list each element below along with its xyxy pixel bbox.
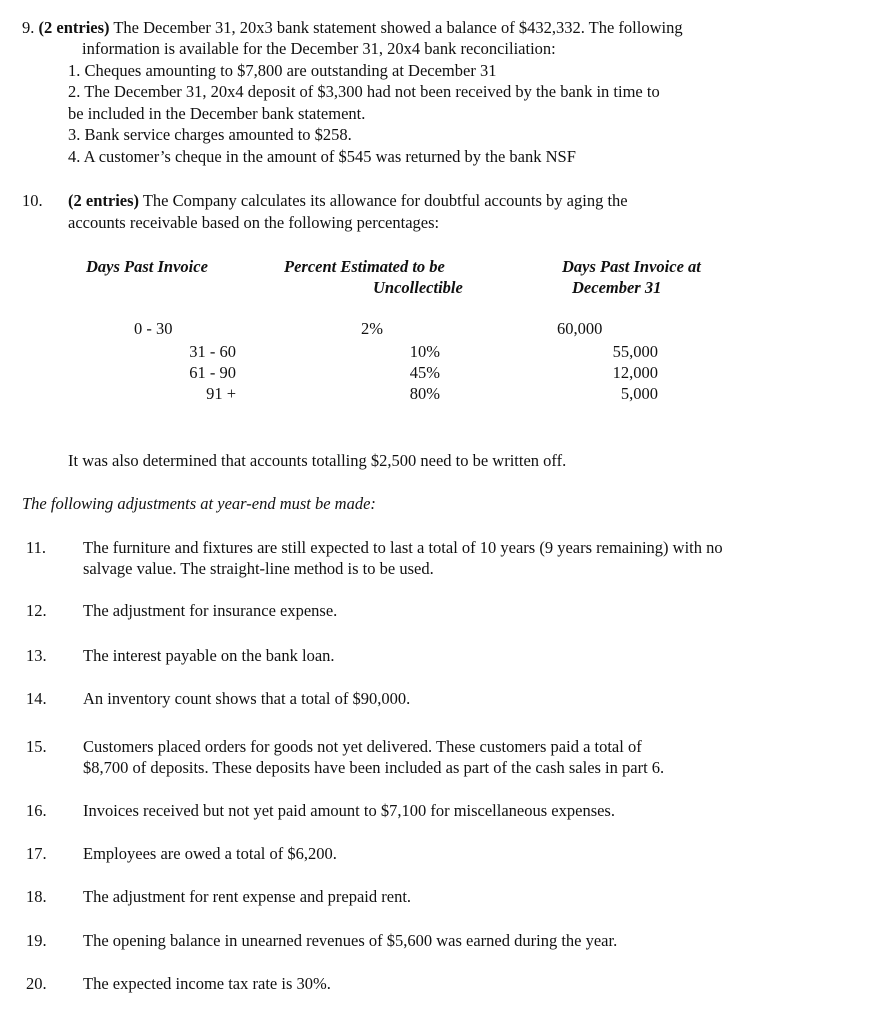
adjustment-12-number: 12. [26,601,47,620]
table-row-1-percent: 2% [361,319,383,338]
adjustment-11-number: 11. [26,538,47,557]
adjustment-19-number: 19. [26,931,47,950]
q9-item-3: 3. Bank service charges amounted to $258. [68,125,352,144]
table-row-4-amount: 5,000 [620,384,658,403]
q9-text-line1: The December 31, 20x3 bank statement showed a balance of $432,332. The following [113,18,683,37]
table-row-1-amount: 60,000 [557,319,603,338]
q10-tag: (2 entries) [68,191,140,210]
adjustment-13-number: 13. [26,646,47,665]
adjustment-20-number: 20. [26,974,47,993]
table-header-amount-line1: Days Past Invoice at [562,257,701,276]
adjustment-18-text: The adjustment for rent expense and prepaid rent. [83,887,412,906]
q9-item-2-cont: be included in the December bank statement. [68,104,366,123]
q9-text-line2: information is available for the December 31, 20x4 bank reconciliation: [82,39,556,58]
table-row-3-percent: 45% [409,363,440,382]
q10-first-line [68,190,628,211]
adjustment-15-line2: $8,700 of deposits. These deposits have been included as part of the cash sales in part 6. [83,758,665,777]
table-header-percent-line1: Percent Estimated to be [284,257,445,276]
adjustment-18-number: 18. [26,887,47,906]
adjustment-14-text: An inventory count shows that a total of $90,000. [83,689,411,708]
adjustment-11-line2: salvage value. The straight-line method is to be used. [83,559,434,578]
adjustment-20-text: The expected income tax rate is 30%. [83,974,331,993]
table-row-4-days: 91 + [206,384,236,403]
table-header-percent-line2: Uncollectible [373,278,463,297]
adjustment-17-number: 17. [26,844,47,863]
table-row-2-percent: 10% [409,342,440,361]
table-row-2-days: 31 - 60 [189,342,236,361]
adjustment-17-text: Employees are owed a total of $6,200. [83,844,337,863]
table-row-3-amount: 12,000 [612,363,658,382]
q9-number: 9. [22,18,35,37]
table-row-1-days: 0 - 30 [134,319,173,338]
adjustments-heading: The following adjustments at year-end must be made: [22,494,376,513]
table-header-amount-line2: December 31 [572,278,662,297]
q9-tag: (2 entries) [38,18,110,37]
table-header-days: Days Past Invoice [86,257,208,276]
q9-item-2: 2. The December 31, 20x4 deposit of $3,300 had not been received by the bank in time to [68,82,660,101]
q10-number: 10. [22,191,43,210]
table-row-2-amount: 55,000 [612,342,658,361]
adjustment-15-line1: Customers placed orders for goods not yet delivered. These customers paid a total of [83,737,642,756]
q9-first-line [22,17,683,38]
adjustment-11-line1: The furniture and fixtures are still expected to last a total of 10 years (9 years remaining) with no [83,538,723,557]
q10-note: It was also determined that accounts totalling $2,500 need to be written off. [68,451,567,470]
adjustment-14-number: 14. [26,689,47,708]
q10-text-line2: accounts receivable based on the following percentages: [68,213,440,232]
adjustment-15-number: 15. [26,737,47,756]
q9-item-4: 4. A customer’s cheque in the amount of $545 was returned by the bank NSF [68,147,576,166]
adjustment-12-text: The adjustment for insurance expense. [83,601,338,620]
table-row-3-days: 61 - 90 [189,363,236,382]
adjustment-19-text: The opening balance in unearned revenues of $5,600 was earned during the year. [83,931,618,950]
adjustment-13-text: The interest payable on the bank loan. [83,646,335,665]
q9-item-1: 1. Cheques amounting to $7,800 are outstanding at December 31 [68,61,497,80]
adjustment-16-text: Invoices received but not yet paid amount to $7,100 for miscellaneous expenses. [83,801,615,820]
q10-text-line1: The Company calculates its allowance for doubtful accounts by aging the [142,191,628,210]
table-row-4-percent: 80% [409,384,440,403]
adjustment-16-number: 16. [26,801,47,820]
